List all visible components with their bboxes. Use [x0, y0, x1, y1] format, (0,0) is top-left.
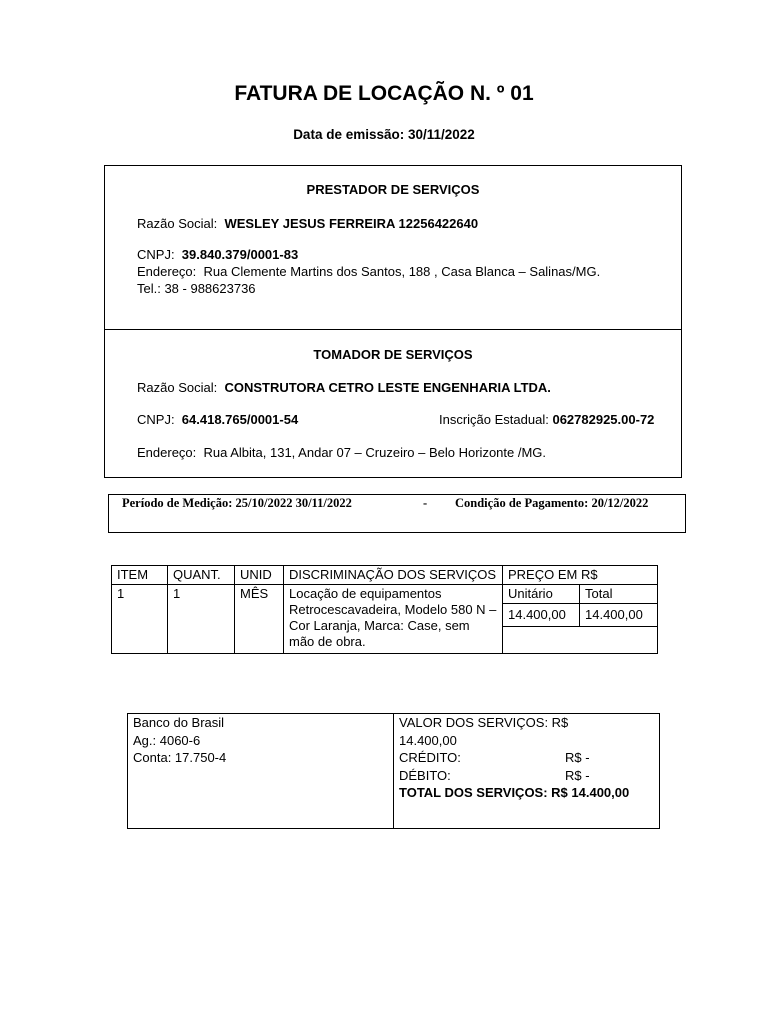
- tomador-ie-label: Inscrição Estadual:: [439, 412, 549, 427]
- total-label: Total: [580, 585, 658, 604]
- row-price-cell: [503, 585, 658, 654]
- debito-label: DÉBITO:: [399, 767, 451, 783]
- tomador-ie: [439, 412, 654, 427]
- debito-value: R$ -: [565, 767, 590, 783]
- credito-row: [399, 749, 659, 767]
- bank-agencia: Ag.: 4060-6: [133, 732, 201, 748]
- prestador-endereco: [137, 264, 600, 279]
- tomador-cnpj-value: 64.418.765/0001-54: [181, 412, 299, 427]
- row-quant: 1: [168, 585, 235, 654]
- tomador-endereco: [137, 445, 546, 460]
- prestador-cnpj-value: 39.840.379/0001-83: [181, 247, 299, 262]
- prestador-tel: Tel.: 38 - 988623736: [137, 281, 256, 296]
- unitario-value: 14.400,00: [503, 604, 580, 627]
- payment-box: [127, 713, 660, 829]
- tomador-cnpj-label: CNPJ:: [137, 412, 175, 427]
- invoice-title: FATURA DE LOCAÇÃO N. º 01: [234, 82, 534, 105]
- tomador-cnpj: [137, 412, 298, 427]
- prestador-endereco-value: Rua Clemente Martins dos Santos, 188 , Casa Blanca – Salinas/MG.: [203, 264, 601, 279]
- header-discriminacao: DISCRIMINAÇÃO DOS SERVIÇOS: [284, 566, 503, 585]
- tomador-razao: [137, 380, 551, 395]
- table-row: [112, 585, 658, 654]
- tomador-ie-value: 062782925.00-72: [552, 412, 655, 427]
- prestador-endereco-label: Endereço:: [137, 264, 197, 279]
- total-servicos: TOTAL DOS SERVIÇOS: R$ 14.400,00: [399, 785, 630, 800]
- row-item: 1: [112, 585, 168, 654]
- items-header-row: [112, 566, 658, 585]
- bank-name: Banco do Brasil: [133, 715, 225, 730]
- valor-value: 14.400,00: [399, 732, 457, 748]
- unitario-label: Unitário: [503, 585, 580, 604]
- tomador-razao-value: CONSTRUTORA CETRO LESTE ENGENHARIA LTDA.: [224, 380, 551, 395]
- valor-label: VALOR DOS SERVIÇOS: R$: [399, 715, 569, 730]
- parties-box: [104, 165, 682, 478]
- tomador-razao-label: Razão Social:: [137, 380, 218, 395]
- prestador-razao-label: Razão Social:: [137, 216, 218, 231]
- bank-conta: Conta: 17.750-4: [133, 750, 227, 765]
- payment-condition: Condição de Pagamento: 20/12/2022: [455, 496, 649, 510]
- debito-row: [399, 767, 659, 785]
- total-value: 14.400,00: [580, 604, 658, 627]
- credito-value: R$ -: [565, 750, 590, 765]
- issue-date: Data de emissão: 30/11/2022: [293, 127, 475, 142]
- period-box: [108, 494, 686, 533]
- items-table: [111, 565, 658, 654]
- tomador-heading: TOMADOR DE SERVIÇOS: [313, 347, 473, 362]
- row-discriminacao: Locação de equipamentos Retrocescavadeira, Modelo 580 N – Cor Laranja, Marca: Case, sem mão de obra.: [284, 585, 503, 654]
- price-subtable: [503, 585, 657, 653]
- row-unid: MÊS: [235, 585, 284, 654]
- prestador-cnpj-label: CNPJ:: [137, 247, 175, 262]
- values-summary: [399, 714, 659, 802]
- bank-details: [133, 714, 226, 767]
- header-quant: QUANT.: [168, 566, 235, 585]
- section-divider: [105, 329, 681, 330]
- prestador-cnpj: [137, 247, 298, 262]
- prestador-heading: PRESTADOR DE SERVIÇOS: [306, 182, 480, 197]
- medicao-period: Período de Medição: 25/10/2022 30/11/2022: [122, 496, 352, 510]
- header-preco: PREÇO EM R$: [503, 566, 658, 585]
- header-item: ITEM: [112, 566, 168, 585]
- credito-label: CRÉDITO:: [399, 750, 461, 765]
- tomador-endereco-label: Endereço:: [137, 445, 197, 460]
- header-unid: UNID: [235, 566, 284, 585]
- tomador-endereco-value: Rua Albita, 131, Andar 07 – Cruzeiro – Belo Horizonte /MG.: [203, 445, 547, 460]
- prestador-razao-value: WESLEY JESUS FERREIRA 12256422640: [224, 216, 479, 231]
- column-divider: [393, 714, 394, 828]
- prestador-razao: [137, 216, 478, 231]
- period-separator: -: [423, 496, 428, 510]
